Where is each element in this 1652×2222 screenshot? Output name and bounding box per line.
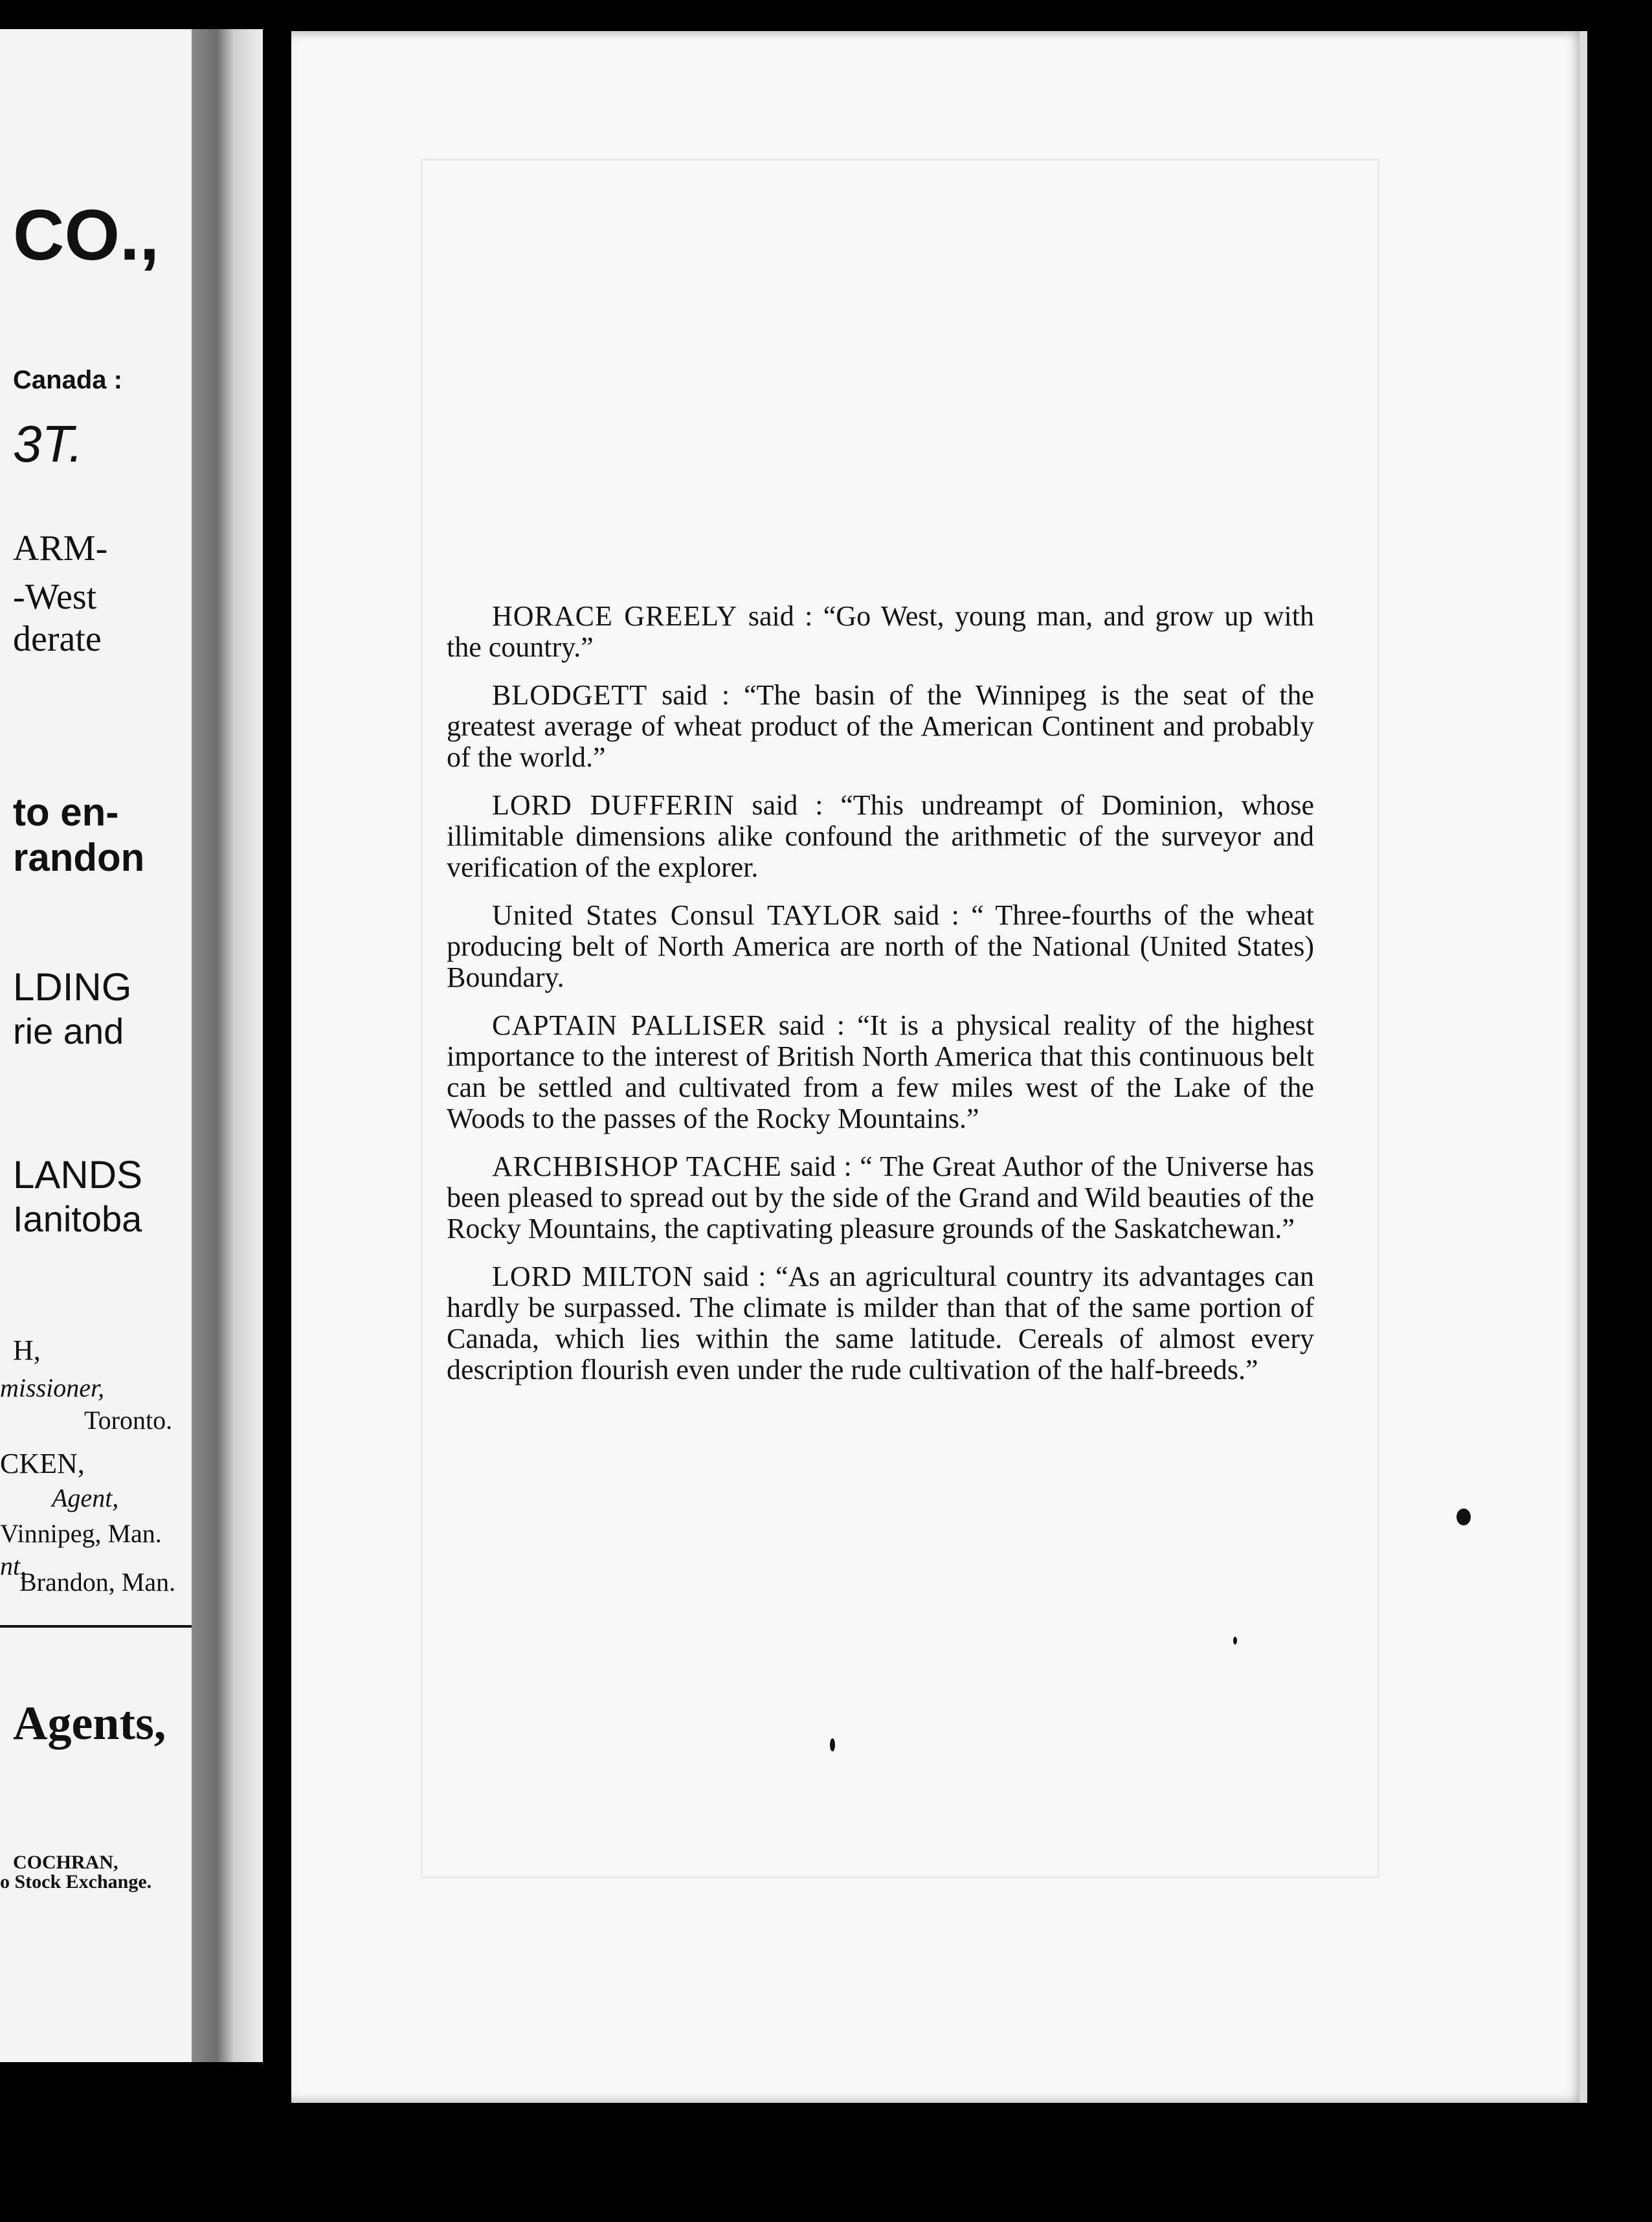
quote-text: “As an agricultural country its advantages can hardly be surpassed. The climate is milder than that of the same portion of Canada, which lies within the same latitude. Cereals of almost every description flourish even under the rude cultivation of the half-breeds.” — [447, 1261, 1314, 1386]
left-page-fragment: o Stock Exchange. — [0, 1871, 152, 1892]
quote-speaker: BLODGETT — [492, 679, 648, 711]
quote-said: said : — [766, 1009, 858, 1041]
left-page-fragment: LDING — [13, 965, 132, 1009]
left-page-fragment: Ianitoba — [13, 1198, 142, 1239]
quote-text: “ The Great Author of the Universe has been pleased to spread out by the side of the Grand and Wild beauties of the Rocky Mountains, the captivating pleasure grounds of the Saskatchewan.” — [447, 1150, 1314, 1244]
quote-text: “This undreampt of Dominion, whose illimitable dimensions alike confound the arithmetic of the surveyor and verification of the explorer. — [447, 789, 1314, 883]
left-page-fragment: -West — [13, 577, 97, 617]
ink-speck — [1233, 1637, 1237, 1644]
quote-text: “ Three-fourths of the wheat producing belt of North America are north of the National (United States) Boundary. — [447, 899, 1314, 993]
left-page-fragment: to en- — [13, 791, 119, 834]
quote-said: said : — [781, 1150, 860, 1182]
left-facing-page — [0, 29, 214, 2062]
left-page-fragment: nt, — [0, 1551, 27, 1580]
quote-speaker: ARCHBISHOP TACHE — [492, 1150, 782, 1182]
quotation — [447, 1151, 1314, 1244]
quote-said: said : — [881, 899, 972, 931]
quote-said: said : — [734, 789, 841, 821]
quote-said: said : — [693, 1261, 776, 1292]
left-page-fragment: ARM- — [13, 528, 108, 568]
quote-text: “The basin of the Winnipeg is the seat of the greatest average of wheat product of the American Continent and probably of the world.” — [447, 679, 1314, 773]
quote-said: said : — [737, 600, 823, 632]
quote-speaker: LORD DUFFERIN — [492, 789, 735, 821]
book-spine — [192, 29, 263, 2062]
left-page-fragment: Agent, — [52, 1483, 119, 1512]
left-page-rule — [0, 1625, 201, 1628]
left-page-fragment: H, — [13, 1334, 41, 1366]
quotation — [447, 1261, 1314, 1386]
left-page-fragment: rie and — [13, 1011, 124, 1051]
left-page-fragment: randon — [13, 836, 145, 879]
quotation — [447, 1010, 1314, 1134]
left-page-fragment: Brandon, Man. — [19, 1567, 176, 1597]
left-page-fragment: 3T. — [13, 415, 84, 473]
left-page-fragment: Toronto. — [84, 1406, 173, 1435]
quotations-column — [447, 601, 1314, 1402]
quotation — [447, 790, 1314, 883]
quotation — [447, 900, 1314, 993]
left-page-fragment: Canada : — [13, 366, 122, 394]
ink-speck — [1457, 1509, 1471, 1525]
left-page-fragment: derate — [13, 619, 102, 659]
quotation — [447, 680, 1314, 773]
quote-speaker: LORD MILTON — [492, 1261, 694, 1292]
quotation — [447, 601, 1314, 663]
page-edge — [1579, 31, 1587, 2103]
ink-speck — [830, 1738, 835, 1751]
left-page-fragment: Vinnipeg, Man. — [0, 1519, 162, 1548]
quote-said: said : — [647, 679, 744, 711]
quote-speaker: CAPTAIN PALLISER — [492, 1009, 766, 1041]
left-page-fragment: CKEN, — [0, 1448, 85, 1479]
left-page-fragment: COCHRAN, — [13, 1852, 118, 1873]
left-page-fragment: missioner, — [0, 1373, 105, 1402]
left-page-fragment: LANDS — [13, 1153, 143, 1196]
quote-speaker: HORACE GREELY — [492, 600, 738, 632]
quote-text: “Go West, young man, and grow up with the country.” — [447, 600, 1314, 663]
quote-speaker: United States Consul TAYLOR — [492, 899, 882, 931]
left-page-fragment: Agents, — [13, 1697, 166, 1750]
left-page-fragment: CO., — [13, 196, 160, 275]
quote-text: “It is a physical reality of the highest importance to the interest of British North America that this continuous belt can be settled and cultivated from a few miles west of the Lake of the Woods to the passes of the Rocky Mountains.” — [447, 1009, 1314, 1134]
